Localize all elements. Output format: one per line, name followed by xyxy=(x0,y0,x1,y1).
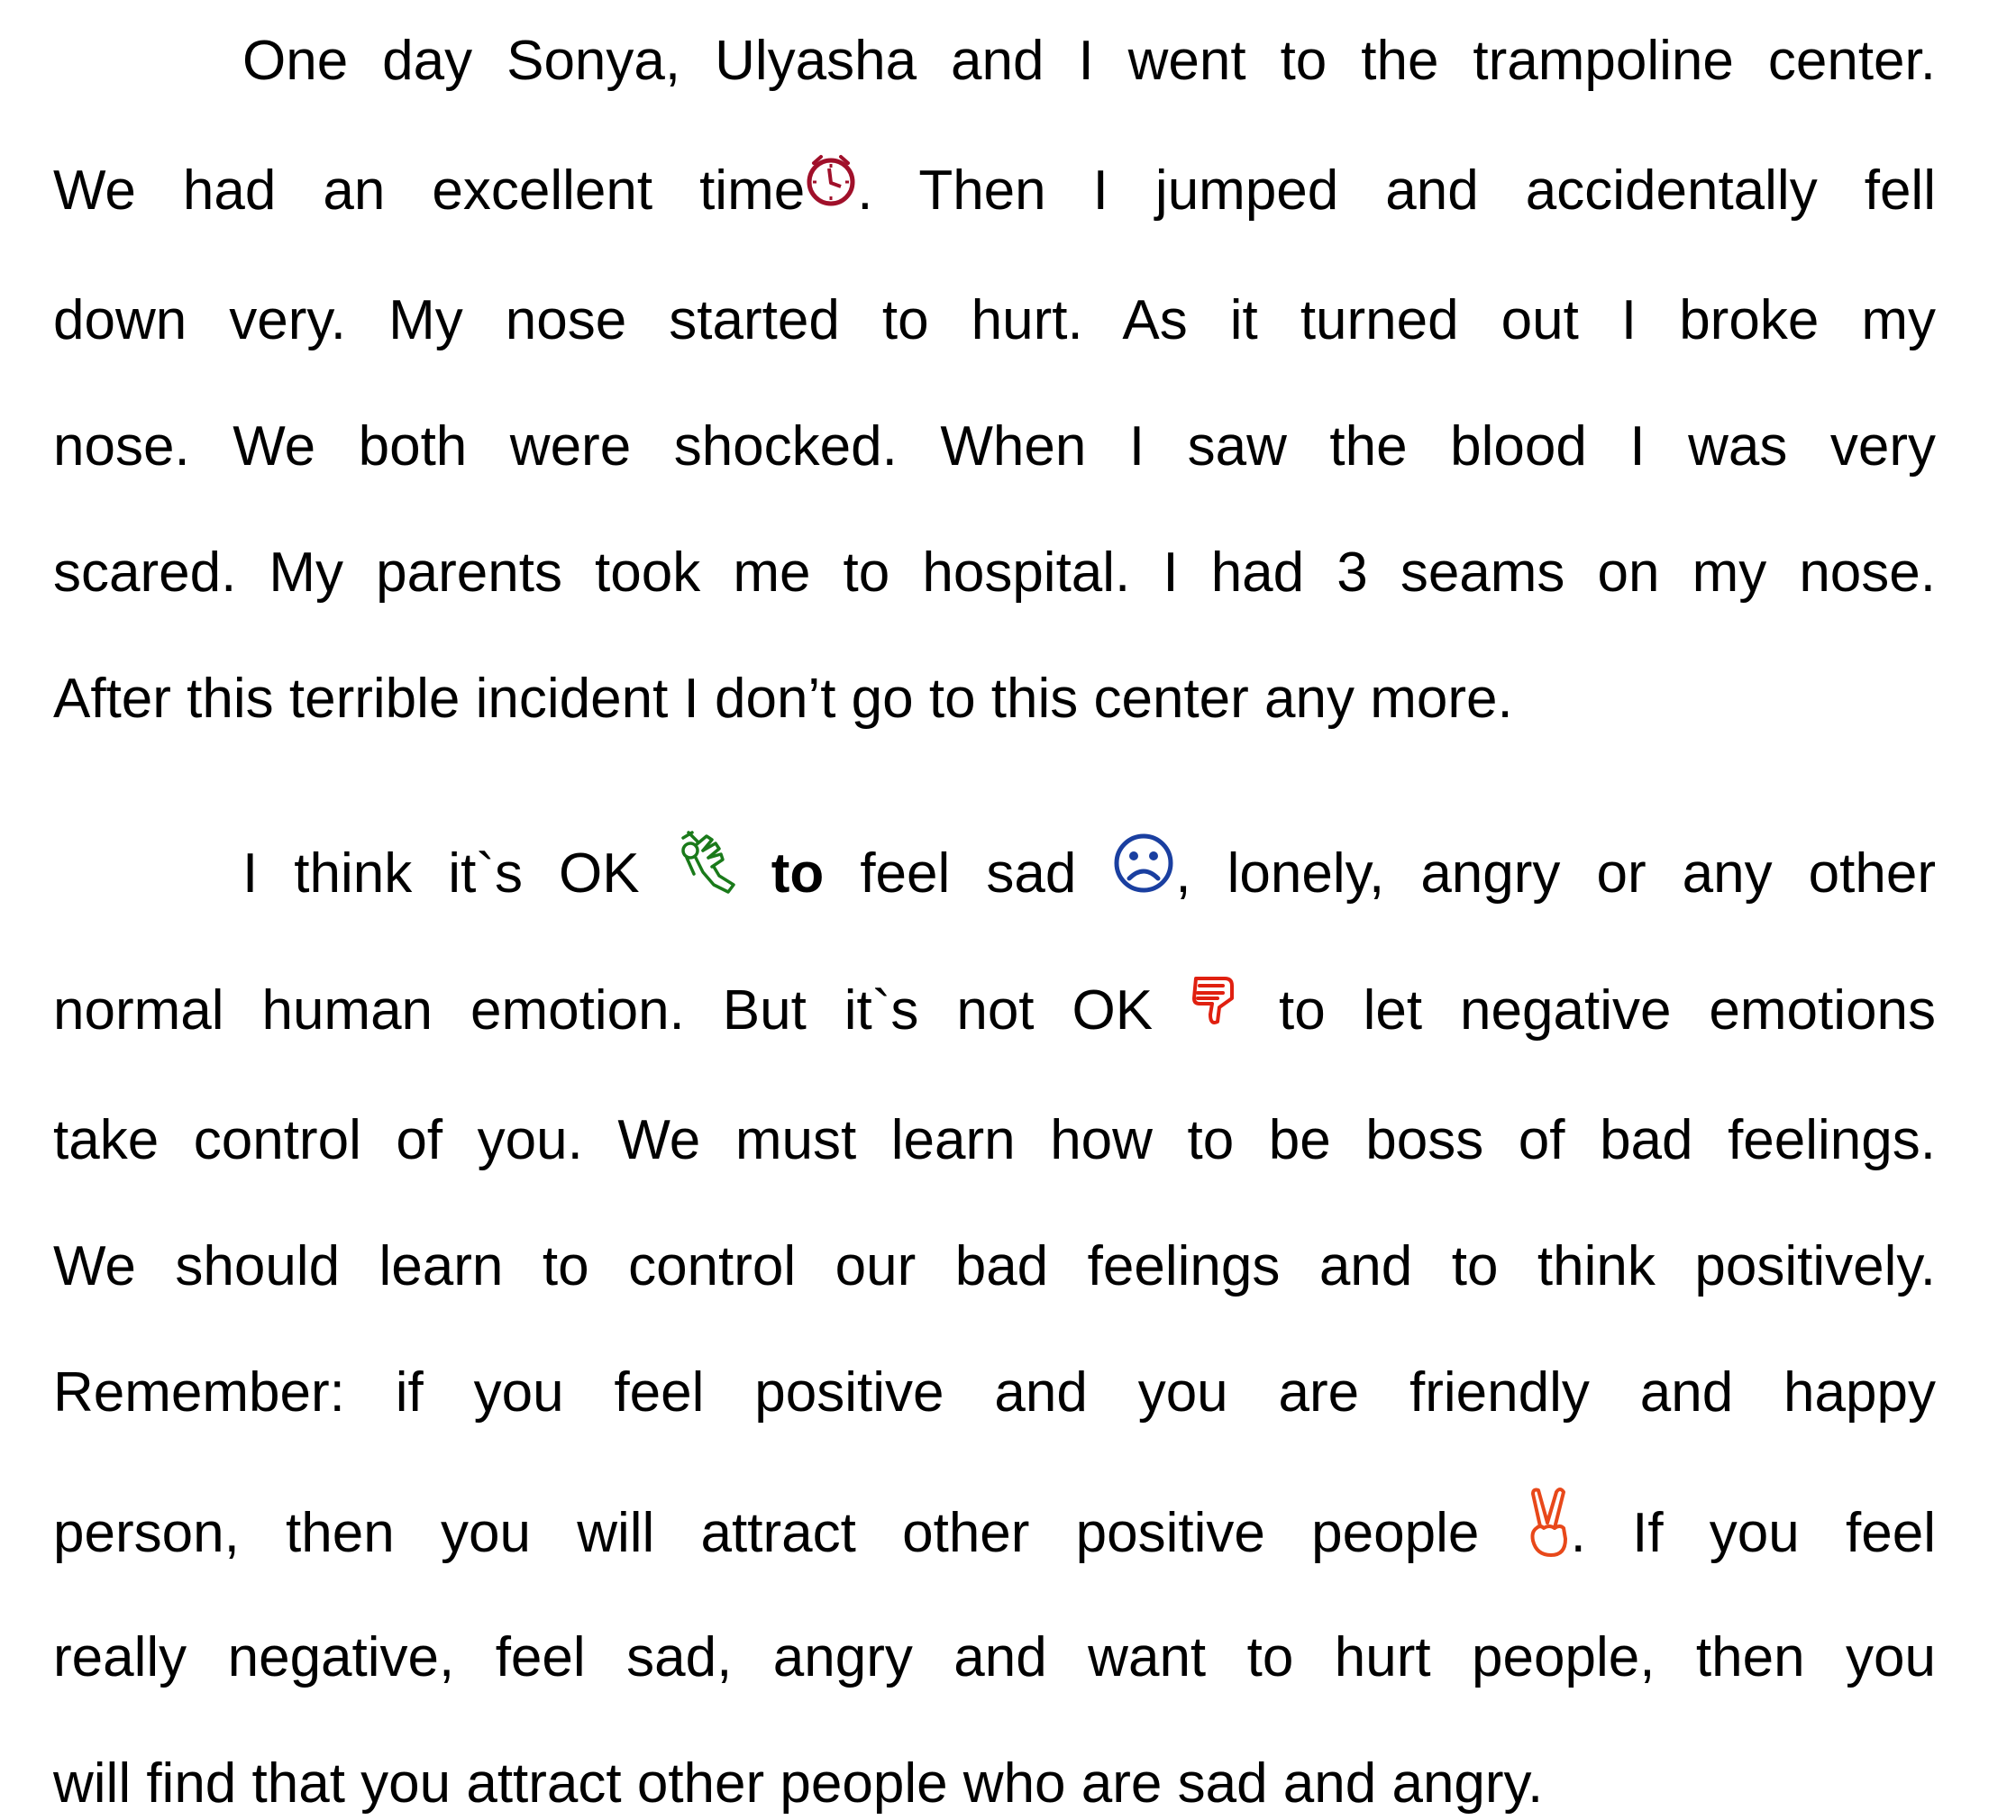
text-run: After this terrible incident I don’t go to this center any more. xyxy=(53,668,1513,730)
paragraph-2-line-4 xyxy=(53,1231,1936,1303)
text-run: We should learn to control our bad feelings and to think positively. xyxy=(53,1235,1936,1297)
text-run: nose. We both were shocked. When I saw the blood I was very xyxy=(53,415,1936,478)
text-run: scared. My parents took me to hospital. I had 3 seams on my nose. xyxy=(53,541,1936,604)
text-run-a: normal human emotion. But it`s not OK xyxy=(53,979,1154,1042)
text-run-b: . If you feel xyxy=(1570,1502,1936,1565)
paragraph-1-line-4 xyxy=(53,411,1936,483)
paragraph-2-line-6 xyxy=(53,1492,1936,1564)
text-run-a: I think it`s OK xyxy=(242,842,640,905)
paragraph-1-line-6 xyxy=(53,663,1936,735)
text-run: One day Sonya, Ulyasha and I went to the trampoline center. xyxy=(242,30,1936,92)
paragraph-2-line-2 xyxy=(53,975,1936,1047)
text-run xyxy=(242,842,1936,905)
victory-hand-icon xyxy=(1526,1487,1571,1577)
paragraph-2-line-5 xyxy=(53,1357,1936,1429)
paragraph-1-line-5 xyxy=(53,537,1936,609)
text-run xyxy=(53,979,1936,1042)
paragraph-1-line-2 xyxy=(53,155,1936,227)
text-run: down very. My nose started to hurt. As it turned out I broke my xyxy=(53,289,1936,351)
text-run-b: . Then I jumped and accidentally fell xyxy=(857,159,1936,222)
clock-icon xyxy=(805,152,857,226)
text-run-a: We had an excellent time xyxy=(53,159,806,222)
ok-hand-icon xyxy=(676,829,735,915)
text-run: really negative, feel sad, angry and want to hurt people, then you xyxy=(53,1626,1936,1688)
text-run-b: feel sad xyxy=(860,842,1077,905)
text-run-c: , lonely, angry or any other xyxy=(1175,842,1936,905)
text-run xyxy=(53,1502,1936,1564)
paragraph-2-line-1 xyxy=(53,834,1936,906)
text-run: Remember: if you feel positive and you are friendly and happy xyxy=(53,1361,1936,1424)
bold-word: to xyxy=(771,842,825,905)
text-run: take control of you. We must learn how to be boss of bad feelings. xyxy=(53,1109,1936,1171)
sad-face-icon xyxy=(1112,832,1175,913)
text-run-b: to let negative emotions xyxy=(1278,979,1936,1042)
paragraph-1-line-3 xyxy=(53,285,1936,357)
paragraph-2-line-7 xyxy=(53,1622,1936,1694)
paragraph-2-line-3 xyxy=(53,1105,1936,1177)
thumbs-down-icon xyxy=(1190,971,1241,1047)
paragraph-2-line-8 xyxy=(53,1748,1936,1820)
paragraph-1-line-1 xyxy=(53,25,1936,97)
text-run xyxy=(53,159,1936,222)
text-run: will find that you attract other people who are sad and angry. xyxy=(53,1752,1544,1815)
text-run-a: person, then you will attract other positive people xyxy=(53,1502,1480,1565)
